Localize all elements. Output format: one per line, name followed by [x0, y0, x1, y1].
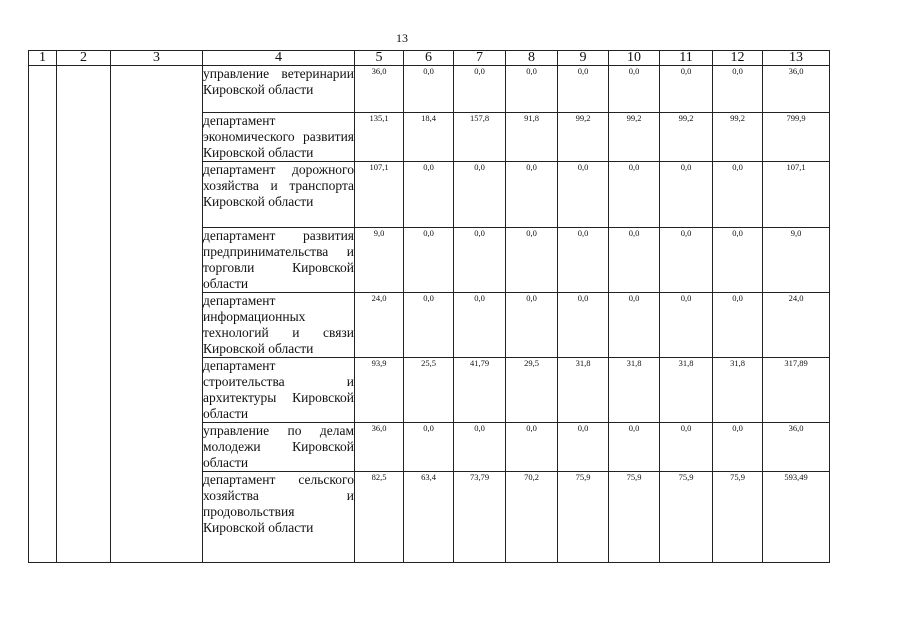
value-cell: 0,0 [506, 423, 558, 472]
value-cell: 0,0 [506, 293, 558, 358]
col-3-cell [111, 66, 203, 563]
value-cell: 24,0 [763, 293, 830, 358]
value-cell: 70,2 [506, 472, 558, 563]
value-cell: 29,5 [506, 358, 558, 423]
value-cell: 9,0 [355, 228, 404, 293]
column-header: 3 [111, 51, 203, 66]
department-name: департамент развития предпринимательства и торговли Кировской области [203, 228, 354, 291]
value-cell: 0,0 [558, 162, 609, 228]
value-cell: 63,4 [404, 472, 454, 563]
value-cell: 0,0 [506, 228, 558, 293]
value-cell: 36,0 [355, 423, 404, 472]
value-cell: 99,2 [660, 113, 713, 162]
column-header: 11 [660, 51, 713, 66]
value-cell: 75,9 [660, 472, 713, 563]
value-cell: 0,0 [454, 228, 506, 293]
column-header: 13 [763, 51, 830, 66]
value-cell: 0,0 [660, 228, 713, 293]
value-cell: 25,5 [404, 358, 454, 423]
value-cell: 9,0 [763, 228, 830, 293]
value-cell: 75,9 [713, 472, 763, 563]
column-header: 1 [29, 51, 57, 66]
value-cell: 0,0 [609, 162, 660, 228]
value-cell: 0,0 [660, 423, 713, 472]
value-cell: 0,0 [506, 66, 558, 113]
column-header: 10 [609, 51, 660, 66]
value-cell: 91,8 [506, 113, 558, 162]
value-cell: 24,0 [355, 293, 404, 358]
table-body [29, 51, 830, 563]
column-header: 5 [355, 51, 404, 66]
column-header: 7 [454, 51, 506, 66]
value-cell: 0,0 [609, 423, 660, 472]
value-cell: 107,1 [355, 162, 404, 228]
header-row [29, 51, 830, 66]
value-cell: 0,0 [404, 228, 454, 293]
value-cell: 0,0 [558, 423, 609, 472]
col-2-cell [57, 66, 111, 563]
value-cell: 75,9 [609, 472, 660, 563]
value-cell: 0,0 [713, 228, 763, 293]
value-cell: 0,0 [404, 66, 454, 113]
department-name: управление по делам молодежи Кировской области [203, 423, 354, 470]
value-cell: 317,89 [763, 358, 830, 423]
value-cell: 0,0 [506, 162, 558, 228]
department-name: департамент сельского хозяйства и продовольствия Кировской области [203, 472, 355, 563]
column-header: 2 [57, 51, 111, 66]
department-name: департамент информационных технологий и связи Кировской области [203, 293, 354, 356]
value-cell: 31,8 [713, 358, 763, 423]
value-cell: 0,0 [713, 162, 763, 228]
department-name: департамент строительства и архитектуры Кировской области [203, 358, 354, 421]
value-cell: 157,8 [454, 113, 506, 162]
column-header: 8 [506, 51, 558, 66]
value-cell: 0,0 [609, 66, 660, 113]
value-cell: 0,0 [454, 66, 506, 113]
value-cell: 0,0 [454, 293, 506, 358]
col-1-cell [29, 66, 57, 563]
value-cell: 75,9 [558, 472, 609, 563]
column-header: 6 [404, 51, 454, 66]
value-cell: 73,79 [454, 472, 506, 563]
value-cell: 593,49 [763, 472, 830, 563]
value-cell: 0,0 [558, 228, 609, 293]
value-cell: 0,0 [404, 293, 454, 358]
value-cell: 0,0 [609, 293, 660, 358]
value-cell: 99,2 [713, 113, 763, 162]
value-cell: 41,79 [454, 358, 506, 423]
value-cell: 0,0 [404, 423, 454, 472]
value-cell: 31,8 [609, 358, 660, 423]
value-cell: 0,0 [558, 66, 609, 113]
department-name: управление ветеринарии Кировской области [203, 66, 355, 113]
value-cell: 107,1 [763, 162, 830, 228]
column-header: 9 [558, 51, 609, 66]
value-cell: 799,9 [763, 113, 830, 162]
value-cell: 0,0 [660, 293, 713, 358]
value-cell: 0,0 [660, 162, 713, 228]
value-cell: 82,5 [355, 472, 404, 563]
value-cell: 99,2 [558, 113, 609, 162]
value-cell: 31,8 [558, 358, 609, 423]
table-row [29, 66, 830, 113]
value-cell: 0,0 [713, 66, 763, 113]
value-cell: 93,9 [355, 358, 404, 423]
column-header: 12 [713, 51, 763, 66]
value-cell: 0,0 [558, 293, 609, 358]
value-cell: 0,0 [404, 162, 454, 228]
department-name: департамент дорожного хозяйства и транспорта Кировской области [203, 162, 355, 228]
value-cell: 18,4 [404, 113, 454, 162]
column-header: 4 [203, 51, 355, 66]
value-cell: 0,0 [713, 423, 763, 472]
value-cell: 0,0 [660, 66, 713, 113]
value-cell: 0,0 [713, 293, 763, 358]
department-name: департамент экономического развития Кировской области [203, 113, 354, 160]
value-cell: 0,0 [454, 162, 506, 228]
page-number: 13 [396, 31, 408, 45]
value-cell: 0,0 [609, 228, 660, 293]
value-cell: 135,1 [355, 113, 404, 162]
value-cell: 0,0 [454, 423, 506, 472]
value-cell: 36,0 [763, 66, 830, 113]
value-cell: 36,0 [763, 423, 830, 472]
budget-table [28, 50, 830, 563]
value-cell: 36,0 [355, 66, 404, 113]
value-cell: 99,2 [609, 113, 660, 162]
value-cell: 31,8 [660, 358, 713, 423]
